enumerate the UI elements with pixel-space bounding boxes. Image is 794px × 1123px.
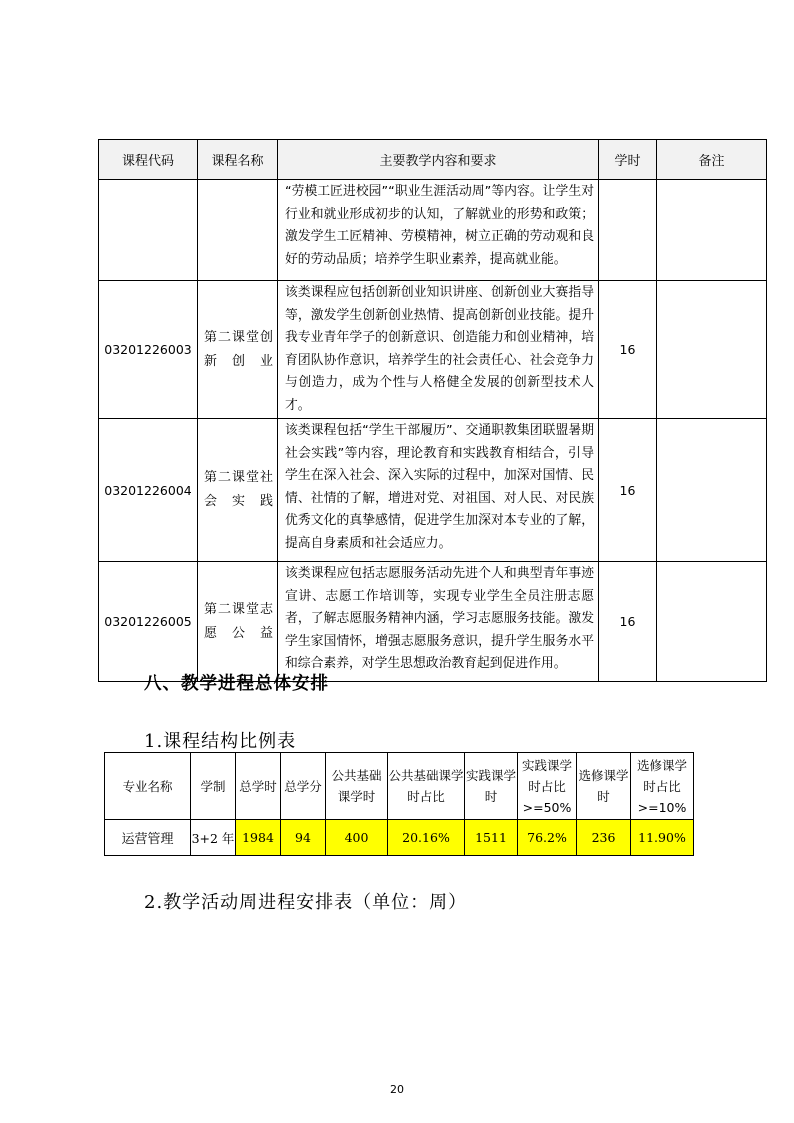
course-name: 第二课堂志愿公益: [198, 562, 278, 682]
header-public-basic-hours: 公共基础课学时: [326, 753, 388, 820]
header-elective-ratio: 选修课学时占比>=10%: [631, 753, 694, 820]
course-code: [99, 180, 198, 281]
course-note: [657, 419, 767, 562]
duration-cell: 3+2 年: [191, 820, 236, 856]
weekly-schedule-heading: 2.教学活动周进程安排表（单位：周）: [144, 892, 468, 913]
course-content: “劳模工匠进校园”“职业生涯活动周”等内容。让学生对行业和就业形成初步的认知，了解就业的形势和政策；激发学生工匠精神、劳模精神，树立正确的劳动观和良好的劳动品质；培养学生职业素养，提高就业能。: [278, 180, 599, 281]
header-practice-ratio: 实践课学时占比>=50%: [518, 753, 577, 820]
elective-ratio-cell: 11.90%: [631, 820, 694, 856]
table-row: [99, 180, 767, 281]
course-hours: 16: [599, 419, 657, 562]
ratio-table-header-row: [105, 753, 694, 820]
elective-hours-cell: 236: [577, 820, 631, 856]
header-course-name: 课程名称: [198, 140, 278, 180]
practice-hours-cell: 1511: [465, 820, 518, 856]
course-content: 该类课程应包括志愿服务活动先进个人和典型青年事迹宣讲、志愿工作培训等，实现专业学生全员注册志愿者，了解志愿服务精神内涵，学习志愿服务技能。激发学生家国情怀，增强志愿服务意识，提升学生服务水平和综合素养，对学生思想政治教育起到促进作用。: [278, 562, 599, 682]
course-content: 该类课程包括“学生干部履历”、交通职教集团联盟暑期社会实践”等内容，理论教育和实践教育相结合，引导学生在深入社会、深入实际的过程中，加深对国情、民情、社情的了解，增进对党、对祖国、对人民、对民族优秀文化的真挚感情，促进学生加深对本专业的了解，提高自身素质和社会适应力。: [278, 419, 599, 562]
header-course-code: 课程代码: [99, 140, 198, 180]
course-hours: 16: [599, 281, 657, 419]
course-hours: 16: [599, 562, 657, 682]
header-practice-hours: 实践课学时: [465, 753, 518, 820]
header-major-name: 专业名称: [105, 753, 191, 820]
header-total-credits: 总学分: [281, 753, 326, 820]
table-row: [99, 281, 767, 419]
course-code: 03201226005: [99, 562, 198, 682]
header-course-hours: 学时: [599, 140, 657, 180]
practice-ratio-cell: 76.2%: [518, 820, 577, 856]
course-note: [657, 281, 767, 419]
page-number: 20: [390, 1083, 404, 1096]
course-structure-ratio-table: [104, 752, 694, 856]
table-row: [99, 562, 767, 682]
header-course-content: 主要教学内容和要求: [278, 140, 599, 180]
header-course-note: 备注: [657, 140, 767, 180]
header-duration: 学制: [191, 753, 236, 820]
course-content: 该类课程应包括创新创业知识讲座、创新创业大赛指导等，激发学生创新创业热情、提高创新创业技能。提升我专业青年学子的创新意识、创造能力和创业精神，培育团队协作意识，培养学生的社会责任心、社会竞争力与创造力，成为个性与人格健全发展的创新型技术人才。: [278, 281, 599, 419]
course-structure-heading: 1.课程结构比例表: [144, 731, 297, 752]
course-name: 第二课堂社会实践: [198, 419, 278, 562]
major-name-cell: 运营管理: [105, 820, 191, 856]
course-code: 03201226003: [99, 281, 198, 419]
course-name: [198, 180, 278, 281]
header-public-basic-ratio: 公共基础课学时占比: [388, 753, 465, 820]
course-table: [98, 139, 767, 682]
table-row: [105, 820, 694, 856]
course-name: 第二课堂创新创业: [198, 281, 278, 419]
total-credits-cell: 94: [281, 820, 326, 856]
course-hours: [599, 180, 657, 281]
course-code: 03201226004: [99, 419, 198, 562]
course-note: [657, 180, 767, 281]
section-heading: 八、教学进程总体安排: [144, 674, 329, 694]
table-row: [99, 419, 767, 562]
header-total-hours: 总学时: [236, 753, 281, 820]
course-table-header-row: [99, 140, 767, 180]
public-basic-ratio-cell: 20.16%: [388, 820, 465, 856]
total-hours-cell: 1984: [236, 820, 281, 856]
header-elective-hours: 选修课学时: [577, 753, 631, 820]
public-basic-hours-cell: 400: [326, 820, 388, 856]
course-note: [657, 562, 767, 682]
